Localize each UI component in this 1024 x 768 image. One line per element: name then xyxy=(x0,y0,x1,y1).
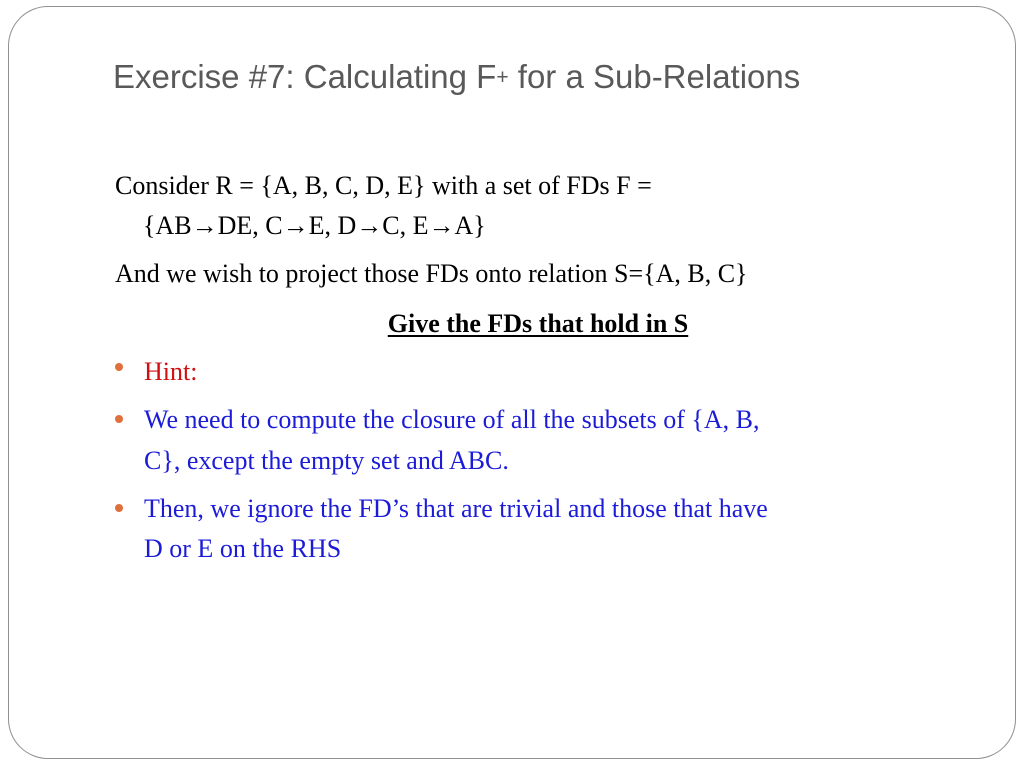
hint-closure-line1: We need to compute the closure of all the subsets of {A, B, xyxy=(144,405,760,434)
title-main: Exercise #7: Calculating F xyxy=(113,58,497,95)
bullet-dot-icon xyxy=(115,363,123,371)
fd-set: {AB→DE, C→E, D→C, E→A} xyxy=(143,211,486,240)
task-heading: Give the FDs that hold in S xyxy=(387,309,689,338)
projection-statement: And we wish to project those FDs onto relation S={A, B, C} xyxy=(115,259,748,288)
hint-closure-line2: C}, except the empty set and ABC. xyxy=(144,446,509,475)
title-superscript: + xyxy=(496,66,509,89)
hint-label: Hint: xyxy=(144,357,198,386)
title-rest: for a Sub-Relations xyxy=(508,58,801,95)
bullet-dot-icon xyxy=(115,415,123,423)
bullet-dot-icon xyxy=(115,504,123,512)
slide-title xyxy=(113,58,800,96)
hint-ignore-line2: D or E on the RHS xyxy=(144,534,342,563)
hint-ignore-line1: Then, we ignore the FD’s that are trivial and those that have xyxy=(144,494,768,523)
relation-definition: Consider R = {A, B, C, D, E} with a set of FDs F = xyxy=(115,171,652,200)
